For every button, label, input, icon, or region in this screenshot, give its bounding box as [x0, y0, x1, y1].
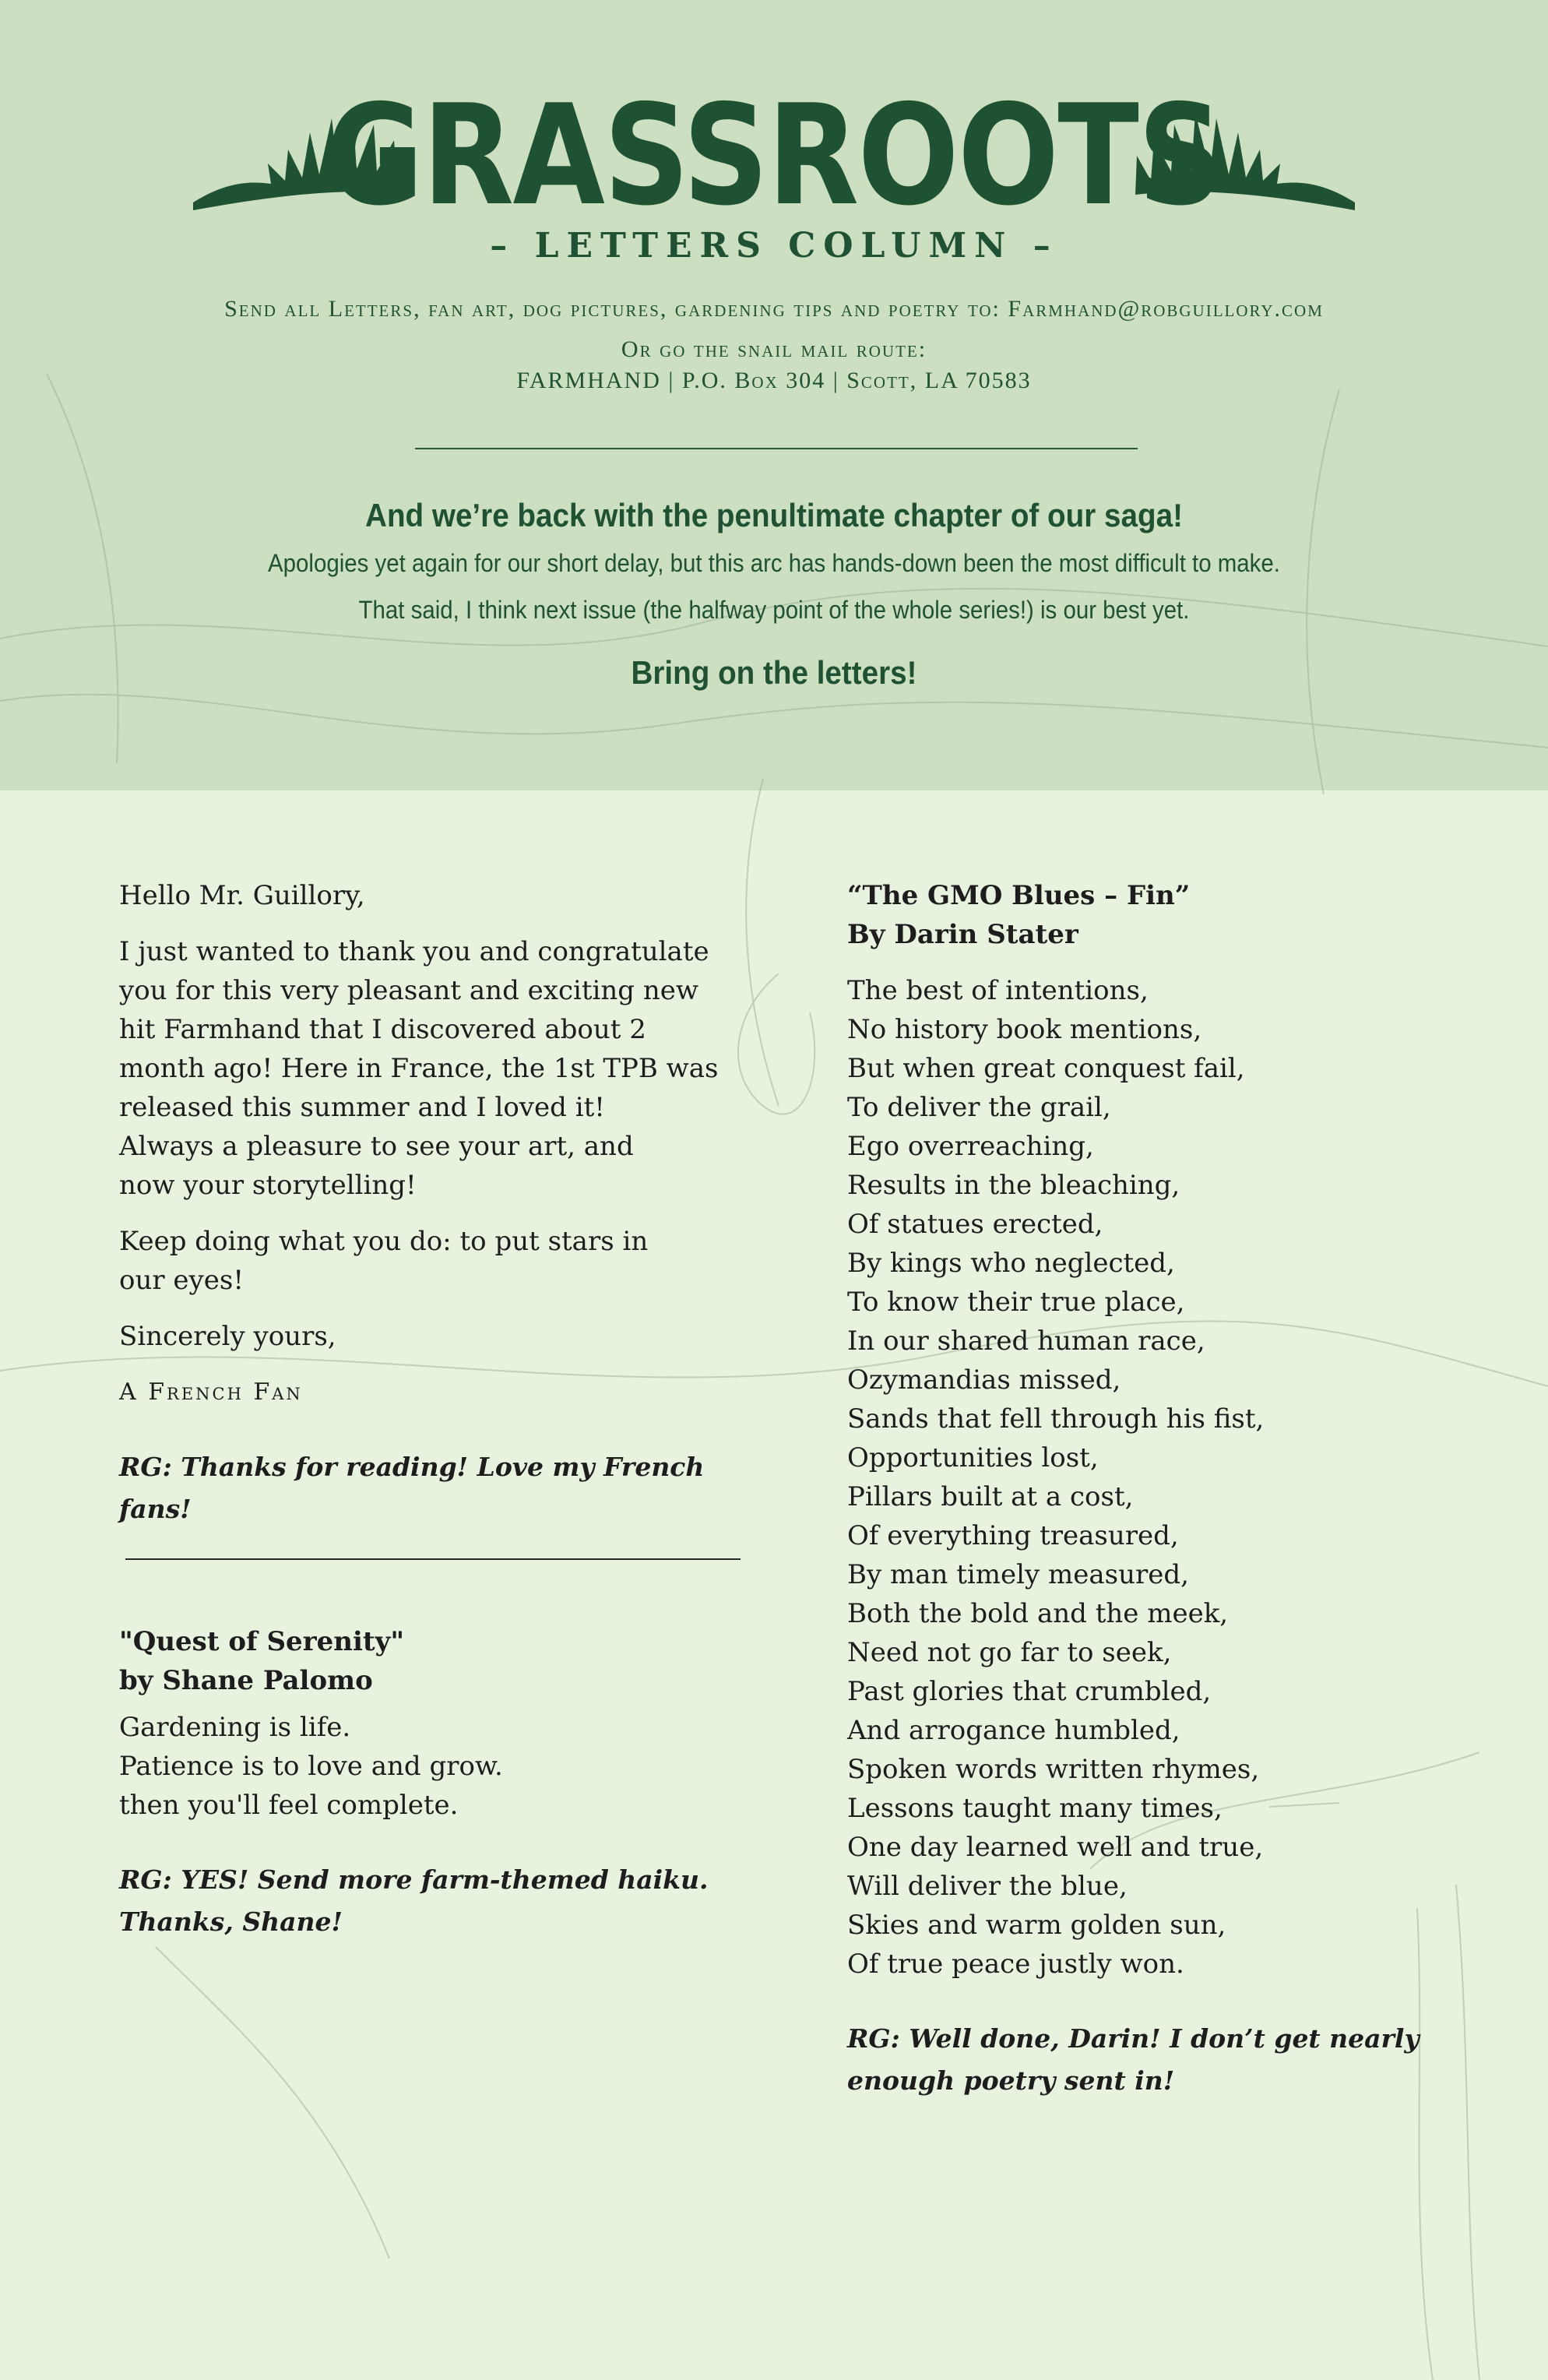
column-divider: [125, 1558, 741, 1560]
poem-line: In our shared human race,: [847, 1326, 1205, 1357]
poem-line: Skies and warm golden sun,: [847, 1910, 1226, 1941]
poem-line: Lessons taught many times,: [847, 1793, 1223, 1824]
letter-signature: A French Fan: [119, 1378, 303, 1406]
poem-line: To deliver the grail,: [847, 1092, 1111, 1123]
right-column: [847, 876, 1486, 2102]
poem-line: Ozymandias missed,: [847, 1364, 1121, 1396]
poem-line: Will deliver the blue,: [847, 1871, 1128, 1902]
poem-line: Spoken words written rhymes,: [847, 1754, 1260, 1785]
poem-line: To know their true place,: [847, 1287, 1185, 1318]
letter-line: released this summer and I loved it!: [119, 1092, 605, 1123]
poem-line: Results in the bleaching,: [847, 1170, 1180, 1201]
letter-line: month ago! Here in France, the 1st TPB was: [119, 1053, 719, 1084]
letter-line: hit Farmhand that I discovered about 2: [119, 1014, 646, 1045]
poem-line: Opportunities lost,: [847, 1442, 1099, 1473]
letter-line: Always a pleasure to see your art, and: [119, 1131, 634, 1162]
intro-cta: Bring on the letters!: [631, 654, 917, 691]
left-column: [119, 876, 758, 1943]
column-subtitle: – LETTERS COLUMN –: [490, 226, 1058, 266]
intro-paragraph-2: That said, I think next issue (the halfway point of the whole series!) is our best yet.: [358, 596, 1190, 624]
intro-paragraph-1: Apologies yet again for our short delay, but this arc has hands-down been the most difficult to make.: [268, 549, 1280, 577]
poem-line: No history book mentions,: [847, 1014, 1202, 1045]
haiku-title: "Quest of Serenity": [119, 1626, 405, 1657]
reply-line: RG: YES! Send more farm-themed haiku.: [119, 1864, 709, 1895]
poem-line: By kings who neglected,: [847, 1248, 1175, 1279]
haiku-byline: by Shane Palomo: [119, 1665, 373, 1696]
poem-line: Sands that fell through his fist,: [847, 1403, 1265, 1435]
poem-line: And arrogance humbled,: [847, 1715, 1180, 1746]
poem-line: Pillars built at a cost,: [847, 1481, 1134, 1512]
letter-reply: RG: Thanks for reading! Love my French fans!: [119, 1452, 705, 1524]
poem-line: Need not go far to seek,: [847, 1637, 1172, 1668]
poem-line: then you'll feel complete.: [119, 1790, 459, 1821]
letter-closing: Sincerely yours,: [119, 1321, 336, 1352]
letter-line: you for this very pleasant and exciting new: [119, 975, 698, 1006]
poem-line: By man timely measured,: [847, 1559, 1189, 1590]
intro-heading: And we’re back with the penultimate chapter of our saga!: [365, 497, 1183, 533]
poem-line: Past glories that crumbled,: [847, 1676, 1212, 1707]
poem-line: Of statues erected,: [847, 1209, 1103, 1240]
letter-paragraph-1: [119, 932, 758, 1205]
logo-title: GRASSROOTS: [325, 75, 1223, 236]
letter-paragraph-2: [119, 1222, 758, 1300]
haiku-reply: [119, 1859, 758, 1943]
poem-line: Of true peace justly won.: [847, 1949, 1184, 1980]
poem-line: The best of intentions,: [847, 975, 1149, 1006]
poem-line: One day learned well and true,: [847, 1832, 1264, 1863]
contact-mail-line: Or go the snail mail route:: [621, 336, 927, 362]
poem-line: Patience is to love and grow.: [119, 1751, 503, 1782]
letter-line: now your storytelling!: [119, 1170, 417, 1201]
poem-line: Of everything treasured,: [847, 1520, 1179, 1551]
gmo-poem-byline: By Darin Stater: [847, 919, 1078, 950]
masthead: [0, 75, 1548, 236]
reply-line: enough poetry sent in!: [847, 2065, 1175, 2096]
contact-email-line: Send all Letters, fan art, dog pictures, gardening tips and poetry to: Farmhand@robguillory.com: [224, 296, 1324, 322]
reply-line: RG: Well done, Darin! I don’t get nearly: [847, 2023, 1420, 2054]
letter-line: Keep doing what you do: to put stars in: [119, 1226, 649, 1257]
poem-line: But when great conquest fail,: [847, 1053, 1245, 1084]
contact-address-line: FARMHAND | P.O. Box 304 | Scott, LA 70583: [516, 368, 1032, 393]
gmo-reply: [847, 2018, 1486, 2102]
poem-line: Gardening is life.: [119, 1712, 351, 1743]
header-divider: [415, 448, 1138, 449]
poem-line: Ego overreaching,: [847, 1131, 1094, 1162]
letter-greeting: Hello Mr. Guillory,: [119, 880, 365, 911]
letter-line: I just wanted to thank you and congratulate: [119, 936, 709, 967]
poem-line: Both the bold and the meek,: [847, 1598, 1229, 1629]
letter-line: our eyes!: [119, 1265, 244, 1296]
reply-line: Thanks, Shane!: [119, 1906, 343, 1937]
gmo-poem-body: [847, 971, 1486, 1984]
haiku-body: [119, 1708, 758, 1825]
gmo-poem-title: “The GMO Blues – Fin”: [847, 880, 1191, 911]
